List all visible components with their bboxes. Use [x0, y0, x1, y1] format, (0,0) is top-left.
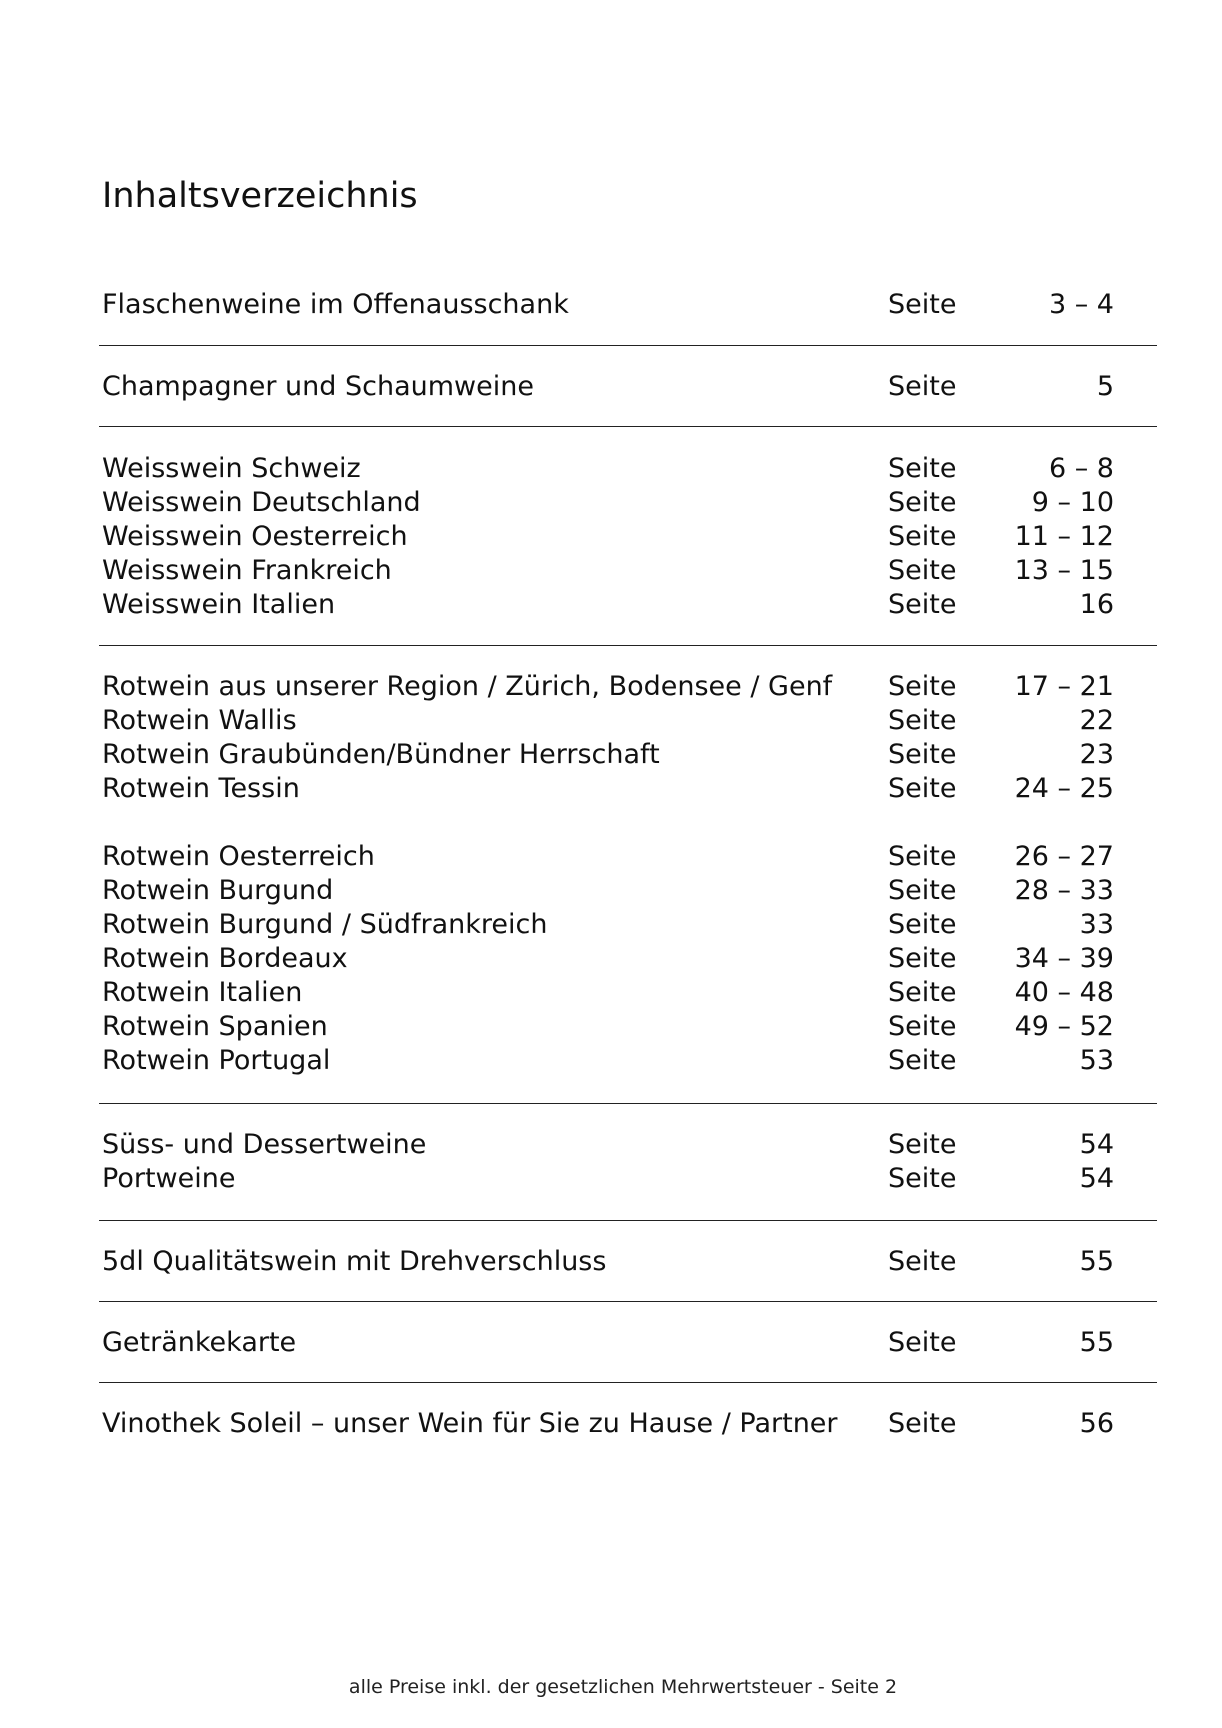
entry-label: Rotwein Burgund / Südfrankreich [102, 909, 548, 940]
list-item [102, 840, 1114, 874]
page-range: 33 [1079, 909, 1114, 940]
entry-label: Rotwein Italien [102, 977, 303, 1008]
page-range: 26 – 27 [1014, 841, 1114, 872]
entry-label: Rotwein Graubünden/Bündner Herrschaft [102, 739, 660, 770]
divider [99, 1301, 1157, 1302]
list-item [102, 520, 1114, 554]
page-range: 22 [1079, 705, 1114, 736]
seite-label: Seite [888, 1163, 957, 1194]
entry-label: Rotwein Spanien [102, 1011, 328, 1042]
divider [99, 426, 1157, 427]
seite-label: Seite [888, 977, 957, 1008]
page-range: 24 – 25 [1014, 773, 1114, 804]
page-range: 6 – 8 [1048, 453, 1114, 484]
seite-label: Seite [888, 371, 957, 402]
list-item [102, 1407, 1114, 1441]
entry-label: Rotwein Bordeaux [102, 943, 348, 974]
entry-label: Rotwein Portugal [102, 1045, 331, 1076]
page-range: 53 [1079, 1045, 1114, 1076]
page-title: Inhaltsverzeichnis [102, 176, 418, 216]
list-item [102, 1044, 1114, 1078]
divider [99, 1103, 1157, 1104]
list-item [102, 738, 1114, 772]
entry-label: Rotwein aus unserer Region / Zürich, Bodensee / Genf [102, 671, 833, 702]
seite-label: Seite [888, 589, 957, 620]
list-item [102, 908, 1114, 942]
entry-label: Portweine [102, 1163, 236, 1194]
entry-label: Süss- und Dessertweine [102, 1129, 427, 1160]
entry-label: Weisswein Italien [102, 589, 336, 620]
entry-label: Weisswein Schweiz [102, 453, 361, 484]
page-range: 13 – 15 [1014, 555, 1114, 586]
page-range: 17 – 21 [1014, 671, 1114, 702]
list-item [102, 452, 1114, 486]
entry-label: Rotwein Tessin [102, 773, 300, 804]
footer-text: alle Preise inkl. der gesetzlichen Mehrwertsteuer - Seite 2 [348, 1676, 898, 1698]
seite-label: Seite [888, 1011, 957, 1042]
page-range: 34 – 39 [1014, 943, 1114, 974]
list-item [102, 772, 1114, 806]
page-range: 16 [1079, 589, 1114, 620]
divider [99, 1382, 1157, 1383]
page-range: 56 [1079, 1408, 1114, 1439]
seite-label: Seite [888, 773, 957, 804]
seite-label: Seite [888, 555, 957, 586]
seite-label: Seite [888, 1246, 957, 1277]
list-item [102, 1010, 1114, 1044]
seite-label: Seite [888, 671, 957, 702]
entry-label: Rotwein Oesterreich [102, 841, 375, 872]
entry-label: 5dl Qualitätswein mit Drehverschluss [102, 1246, 607, 1277]
list-item [102, 554, 1114, 588]
entry-label: Weisswein Frankreich [102, 555, 392, 586]
list-item [102, 370, 1114, 404]
entry-label: Rotwein Wallis [102, 705, 297, 736]
page-range: 49 – 52 [1014, 1011, 1114, 1042]
page-range: 54 [1079, 1163, 1114, 1194]
entry-label: Weisswein Oesterreich [102, 521, 408, 552]
seite-label: Seite [888, 1045, 957, 1076]
seite-label: Seite [888, 739, 957, 770]
page-footer [0, 1675, 1222, 1699]
list-item [102, 1245, 1114, 1279]
page-range: 5 [1096, 371, 1114, 402]
page-range: 40 – 48 [1014, 977, 1114, 1008]
page-range: 55 [1079, 1246, 1114, 1277]
seite-label: Seite [888, 521, 957, 552]
seite-label: Seite [888, 487, 957, 518]
seite-label: Seite [888, 705, 957, 736]
page-range: 11 – 12 [1014, 521, 1114, 552]
page-range: 28 – 33 [1014, 875, 1114, 906]
entry-label: Rotwein Burgund [102, 875, 334, 906]
divider [99, 1220, 1157, 1221]
list-item [102, 704, 1114, 738]
page-range: 55 [1079, 1327, 1114, 1358]
entry-label: Flaschenweine im Offenausschank [102, 289, 569, 320]
list-item [102, 976, 1114, 1010]
seite-label: Seite [888, 909, 957, 940]
list-item [102, 288, 1114, 322]
list-item [102, 486, 1114, 520]
seite-label: Seite [888, 1129, 957, 1160]
list-item [102, 670, 1114, 704]
entry-label: Champagner und Schaumweine [102, 371, 534, 402]
list-item [102, 1162, 1114, 1196]
page-range: 9 – 10 [1031, 487, 1114, 518]
list-item [102, 1326, 1114, 1360]
page-range: 54 [1079, 1129, 1114, 1160]
entry-label: Weisswein Deutschland [102, 487, 421, 518]
seite-label: Seite [888, 1408, 957, 1439]
list-item [102, 942, 1114, 976]
entry-label: Getränkekarte [102, 1327, 297, 1358]
divider [99, 345, 1157, 346]
seite-label: Seite [888, 453, 957, 484]
seite-label: Seite [888, 1327, 957, 1358]
list-item [102, 588, 1114, 622]
page-range: 3 – 4 [1048, 289, 1114, 320]
divider [99, 645, 1157, 646]
seite-label: Seite [888, 289, 957, 320]
list-item [102, 1128, 1114, 1162]
page-range: 23 [1079, 739, 1114, 770]
entry-label: Vinothek Soleil – unser Wein für Sie zu Hause / Partner [102, 1408, 838, 1439]
seite-label: Seite [888, 875, 957, 906]
seite-label: Seite [888, 841, 957, 872]
list-item [102, 874, 1114, 908]
seite-label: Seite [888, 943, 957, 974]
